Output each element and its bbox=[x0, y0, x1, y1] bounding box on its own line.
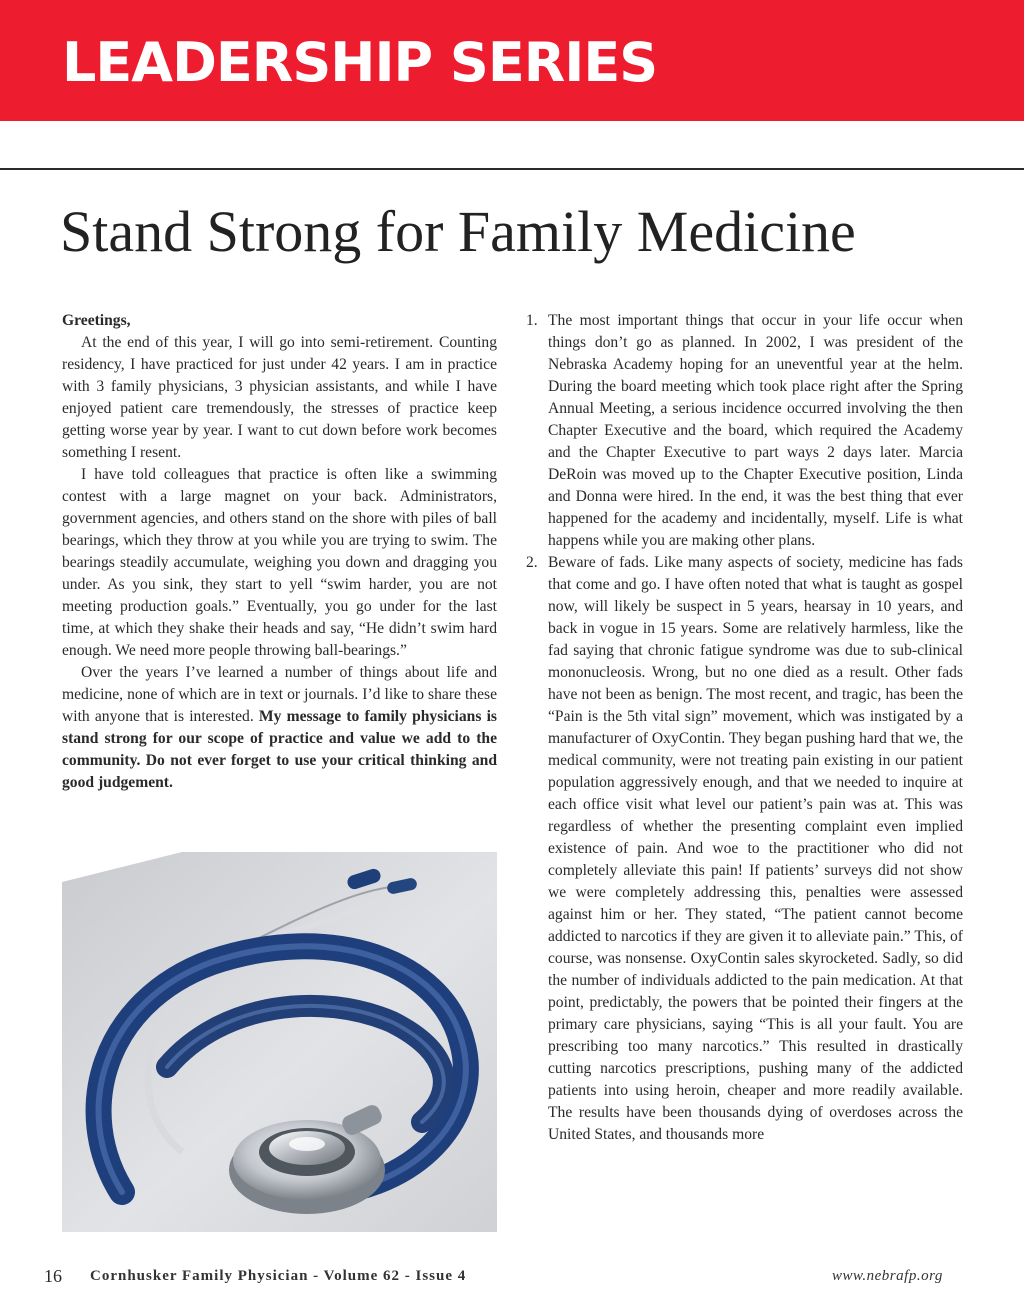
numbered-list bbox=[518, 310, 963, 1146]
list-item-2 bbox=[518, 552, 963, 1146]
list-item-1 bbox=[518, 310, 963, 552]
paragraph-2: I have told colleagues that practice is often like a swimming contest with a large magnet on your back. Administrators, government agencies, and others stand on the shore with piles of ball bearings, which they throw at you while you are trying to swim. The bearings steadily accumulate, weighing you down and dragging you under. As you sink, they start to yell “swim harder, you are not meeting production goals.” Eventually, you go under for the last time, at which they shake their heads and say, “He didn’t swim hard enough. We need more people throwing ball-bearings.” bbox=[62, 466, 497, 659]
item-text: The most important things that occur in your life occur when things don’t go as planned. In 2002, I was president of the Nebraska Academy hoping for an uneventful year at the helm. During the board meeting which took place right after the Spring Annual Meeting, a serious incidence occurred involving the then Chapter Executive and the board, which required the Academy and the Chapter Executive to part ways 2 days later. Marcia DeRoin was moved up to the Chapter Executive position, Linda and Donna were hired. In the end, it was the best thing that ever happened for the academy and incidentally, myself. Life is what happens while you are making other plans. bbox=[548, 312, 963, 549]
item-text: Beware of fads. Like many aspects of society, medicine has fads that come and go. I have often noted that what is taught as gospel now, will likely be suspect in 5 years, hearsay in 10 years, and back in vogue in 15 years. Some are relatively harmless, like the fad saying that chronic fatigue syndrome was due to sub-clinical mononucleosis. Wrong, but no one died as a result. Other fads have not been as benign. The most recent, and tragic, has been the “Pain is the 5th vital sign” movement, which was instigated by a manufacturer of OxyContin. They began pushing hard that we, the medical community, were not treating pain existing in our patient population aggressively enough, and that we needed to inquire at each office visit what level our patient’s pain was at. This was regardless of whether the presenting complaint even implied existence of pain. And woe to the practitioner who did not completely alleviate this pain! If patients’ surveys did not show we were completely addressing this, penalties were assessed against him or her. They stated, “The patient cannot become addicted to narcotics if they are given it to alleviate pain.” This, of course, was nonsense. OxyContin sales skyrocketed. Sadly, so did the number of individuals addicted to the pain medication. At that point, predictably, the powers that be pointed their fingers at the primary care physicians, saying “This is all your fault. You are prescribing too many narcotics.” This resulted in drastically cutting narcotics prescriptions, pushing many of the addicted patients into using heroin, cheaper and more readily available. The results have been thousands dying of overdoses across the United States, and thousands more bbox=[548, 554, 963, 1143]
item-number: 2. bbox=[526, 554, 538, 571]
paragraph-3-text: Over the years I’ve learned a number of things about life and medicine, none of which are in text or journals. I’d like to share these with anyone that is interested. bbox=[62, 664, 497, 725]
series-banner bbox=[0, 0, 1024, 121]
publication-info: Cornhusker Family Physician - Volume 62 - Issue 4 bbox=[90, 1268, 467, 1284]
left-column bbox=[62, 310, 497, 794]
header-divider bbox=[0, 168, 1024, 170]
website-url: www.nebrafp.org bbox=[832, 1268, 943, 1284]
paragraph-1: At the end of this year, I will go into semi-retirement. Counting residency, I have practiced for just under 42 years. I am in practice with 3 family physicians, 3 physician assistants, and while I have enjoyed patient care tremendously, the stresses of practice keep getting worse year by year. I want to cut down before work becomes something I resent. bbox=[62, 334, 497, 461]
stethoscope-photo bbox=[62, 852, 497, 1232]
key-message: My message to family physicians is stand strong for our scope of practice and value we add to the community. Do not ever forget to use your critical thinking and good judgement. bbox=[62, 708, 497, 791]
paragraph-3 bbox=[62, 662, 497, 794]
article-title: Stand Strong for Family Medicine bbox=[60, 199, 856, 264]
series-title: LEADERSHIP SERIES bbox=[62, 31, 658, 94]
greeting: Greetings, bbox=[62, 312, 131, 329]
item-number: 1. bbox=[526, 312, 538, 329]
page-number: 16 bbox=[44, 1266, 62, 1286]
